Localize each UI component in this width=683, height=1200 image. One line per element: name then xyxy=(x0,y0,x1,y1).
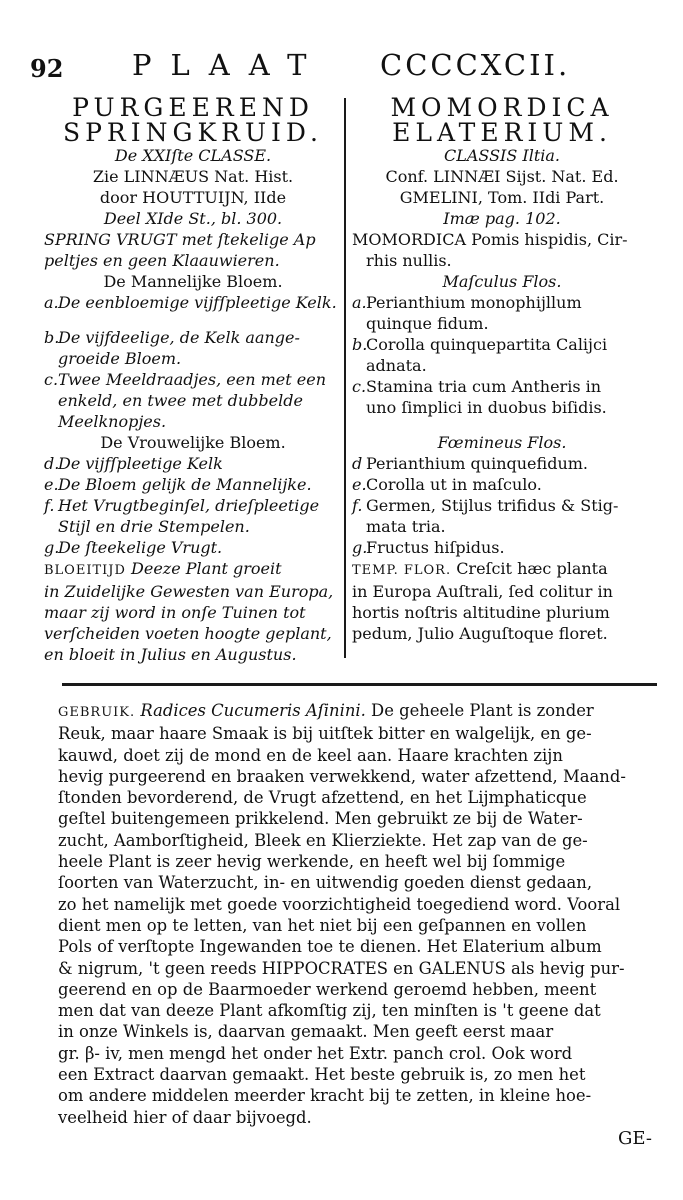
latin-item-e xyxy=(352,474,652,495)
body-line: dient men op te letten, van het niet bij een geſpannen en vollen xyxy=(58,915,587,935)
dutch-item-d xyxy=(44,453,342,474)
latin-item-a xyxy=(352,292,652,313)
item-label: c. xyxy=(352,377,367,396)
dutch-male-heading: De Mannelijke Bloem. xyxy=(103,272,283,291)
dutch-ref-line1: Zie LINNÆUS Nat. Hist. xyxy=(92,167,294,186)
item-label: e. xyxy=(44,475,59,494)
latin-desc-line2: rhis nullis. xyxy=(366,251,452,270)
item-label: a. xyxy=(44,293,59,312)
body-text: De geheele Plant is zonder xyxy=(371,701,594,720)
latin-ref-line2: GMELINI, Tom. IIdi Part. xyxy=(399,188,605,207)
latin-temp-line3: hortis noſtris altitudine plurium xyxy=(352,603,610,622)
dutch-item-c-cont2: Meelknopjes. xyxy=(58,412,167,431)
latin-item-f xyxy=(352,495,652,516)
item-label: e. xyxy=(352,475,367,494)
body-line: ſtonden bevorderend, de Vrugt afzettend, en het Lijmphaticque xyxy=(58,788,587,808)
item-text: De ſteekelige Vrugt. xyxy=(58,538,223,557)
item-label: b. xyxy=(352,335,368,354)
latin-male-heading: Maſculus Flos. xyxy=(442,272,562,291)
latin-item-a-cont: quinque fidum. xyxy=(366,314,489,333)
latin-item-b-cont: adnata. xyxy=(366,356,427,375)
body-line: men dat van deeze Plant afkomſtig zij, ten minſten is 't geene dat xyxy=(58,1001,601,1021)
gebruik-section xyxy=(58,700,658,1128)
body-line: geerend en op de Baarmoeder werkend geroemd hebben, meent xyxy=(58,979,597,999)
latin-title-line1: MOMORDICA xyxy=(390,93,614,122)
latin-item-c xyxy=(352,376,652,397)
body-line: een Extract daarvan gemaakt. Het beste gebruik is, zo men het xyxy=(58,1065,586,1085)
item-label: f. xyxy=(44,496,55,515)
dutch-column xyxy=(44,95,342,665)
latin-column xyxy=(352,95,652,644)
latin-temp-line4: pedum, Julio Auguſtoque floret. xyxy=(352,624,608,643)
latin-desc-line1: MOMORDICA Pomis hispidis, Cir- xyxy=(352,230,628,249)
latin-temp-line2: in Europa Auſtrali, ſed colitur in xyxy=(352,582,613,601)
item-text: Het Vrugtbeginſel, drieſpleetige xyxy=(58,496,320,515)
dutch-bloeitijd-line5: en bloeit in Julius en Augustus. xyxy=(44,645,297,664)
item-text: De vijfdeelige, de Kelk aange- xyxy=(58,328,300,347)
item-text: Stamina tria cum Antheris in xyxy=(366,377,602,396)
latin-temp-flor xyxy=(352,558,652,581)
dutch-title-line2: SPRINGKRUID. xyxy=(62,118,324,147)
body-line: zo het namelijk met goede voorzichtigheid toegediend word. Vooral xyxy=(58,894,621,914)
gebruik-lead: Radices Cucumeris Aſinini. xyxy=(140,701,366,720)
body-line: om andere middelen meerder kracht bij te zetten, in kleine hoe- xyxy=(58,1086,592,1106)
item-text: Perianthium monophijllum xyxy=(366,293,582,312)
dutch-item-c xyxy=(44,369,342,390)
page-header xyxy=(30,46,650,86)
dutch-item-e xyxy=(44,474,342,495)
body-line: & nigrum, 't geen reeds HIPPOCRATES en GALENUS als hevig pur- xyxy=(58,958,625,978)
latin-item-b xyxy=(352,334,652,355)
item-label: f. xyxy=(352,496,363,515)
dutch-title-line1: PURGEEREND xyxy=(72,93,314,122)
page-number: 92 xyxy=(30,54,64,83)
temp-flor-text: Creſcit hæc planta xyxy=(456,559,608,578)
dutch-ref-line3: Deel XIde St., bl. 300. xyxy=(103,209,283,228)
dutch-bloeitijd-line2: in Zuidelijke Gewesten van Europa, xyxy=(44,582,334,601)
body-line: ſoorten van Waterzucht, in- en uitwendig goeden dienst gedaan, xyxy=(58,873,593,893)
dutch-item-b xyxy=(44,327,342,348)
body-line: gr. β- iv, men mengd het onder het Extr. panch crol. Ook word xyxy=(58,1043,573,1063)
item-label: d. xyxy=(44,454,60,473)
dutch-class-line: De XXIſte CLASSE. xyxy=(114,146,272,165)
plate-number: CCCCXCII. xyxy=(380,48,571,82)
bloeitijd-label: BLOEITIJD xyxy=(44,563,126,578)
dutch-ref-line2: door HOUTTUIJN, IIde xyxy=(99,188,287,207)
item-label: d xyxy=(352,454,363,473)
item-text: Perianthium quinquefidum. xyxy=(366,454,588,473)
latin-ref-line1: Conf. LINNÆI Sijst. Nat. Ed. xyxy=(385,167,619,186)
latin-item-d xyxy=(352,453,652,474)
item-text: Corolla quinquepartita Calijci xyxy=(366,335,608,354)
gebruik-label: GEBRUIK. xyxy=(58,705,136,720)
body-line: hevig purgeerend en braaken verwekkend, water afzettend, Maand- xyxy=(58,766,626,786)
dutch-item-b-cont: groeide Bloem. xyxy=(58,349,182,368)
dutch-item-a xyxy=(44,292,342,313)
item-label: g. xyxy=(44,538,60,557)
latin-item-g xyxy=(352,537,652,558)
latin-item-f-cont: mata tria. xyxy=(366,517,446,536)
item-text: Fructus hiſpidus. xyxy=(366,538,505,557)
body-line: zucht, Aamborſtigheid, Bleek en Klierziekte. Het zap van de ge- xyxy=(58,830,588,850)
column-divider xyxy=(344,98,346,658)
dutch-item-g xyxy=(44,537,342,558)
body-line: Reuk, maar haare Smaak is bij uitſtek bitter en walgelijk, en ge- xyxy=(58,724,592,744)
latin-item-c-cont: uno ſimplici in duobus biſidis. xyxy=(366,398,607,417)
body-line: Pols of verſtopte Ingewanden toe te dienen. Het Elaterium album xyxy=(58,937,602,957)
dutch-desc-line2: peltjes en geen Klaauwieren. xyxy=(44,251,280,270)
item-text: De eenbloemige vijfſpleetige Kelk. xyxy=(58,293,337,312)
body-line: in onze Winkels is, daarvan gemaakt. Men geeft eerst maar xyxy=(58,1022,554,1042)
dutch-item-c-cont1: enkeld, en twee met dubbelde xyxy=(58,391,303,410)
catchword: GE- xyxy=(618,1128,652,1149)
dutch-female-heading: De Vrouwelijke Bloem. xyxy=(100,433,286,452)
latin-class-line: CLASSIS Iltia. xyxy=(443,146,561,165)
dutch-desc-line1: SPRING VRUGT met ſtekelige Ap xyxy=(44,230,316,249)
dutch-bloeitijd xyxy=(44,558,342,581)
latin-ref-line3: Imæ pag. 102. xyxy=(443,209,561,228)
body-line xyxy=(58,700,658,723)
item-label: c. xyxy=(44,370,59,389)
item-label: b. xyxy=(44,328,60,347)
item-text: Twee Meeldraadjes, een met een xyxy=(58,370,327,389)
dutch-bloeitijd-line3: maar zij word in onſe Tuinen tot xyxy=(44,603,306,622)
latin-title-line2: ELATERIUM. xyxy=(392,118,612,147)
bloeitijd-text: Deeze Plant groeit xyxy=(131,559,282,578)
item-label: a. xyxy=(352,293,367,312)
item-text: Corolla ut in maſculo. xyxy=(366,475,542,494)
plate-label: PLAAT xyxy=(132,48,326,82)
item-text: De Bloem gelijk de Mannelijke. xyxy=(58,475,312,494)
item-text: Germen, Stijlus trifidus & Stig- xyxy=(366,496,619,515)
dutch-item-f xyxy=(44,495,342,516)
latin-female-heading: Fœmineus Flos. xyxy=(437,433,567,452)
body-line: geſtel buitengemeen prikkelend. Men gebruikt ze bij de Water- xyxy=(58,809,583,829)
section-separator xyxy=(62,683,657,686)
body-line: veelheid hier of daar bijvoegd. xyxy=(58,1107,312,1127)
body-line: heele Plant is zeer hevig werkende, en heeft wel bij ſommige xyxy=(58,852,566,872)
dutch-item-f-cont: Stijl en drie Stempelen. xyxy=(58,517,250,536)
temp-flor-label: TEMP. FLOR. xyxy=(352,563,452,578)
item-label: g. xyxy=(352,538,368,557)
body-line: kauwd, doet zij de mond en de keel aan. Haare krachten zijn xyxy=(58,745,563,765)
dutch-bloeitijd-line4: verſcheiden voeten hoogte geplant, xyxy=(44,624,332,643)
item-text: De vijfſpleetige Kelk xyxy=(58,454,223,473)
